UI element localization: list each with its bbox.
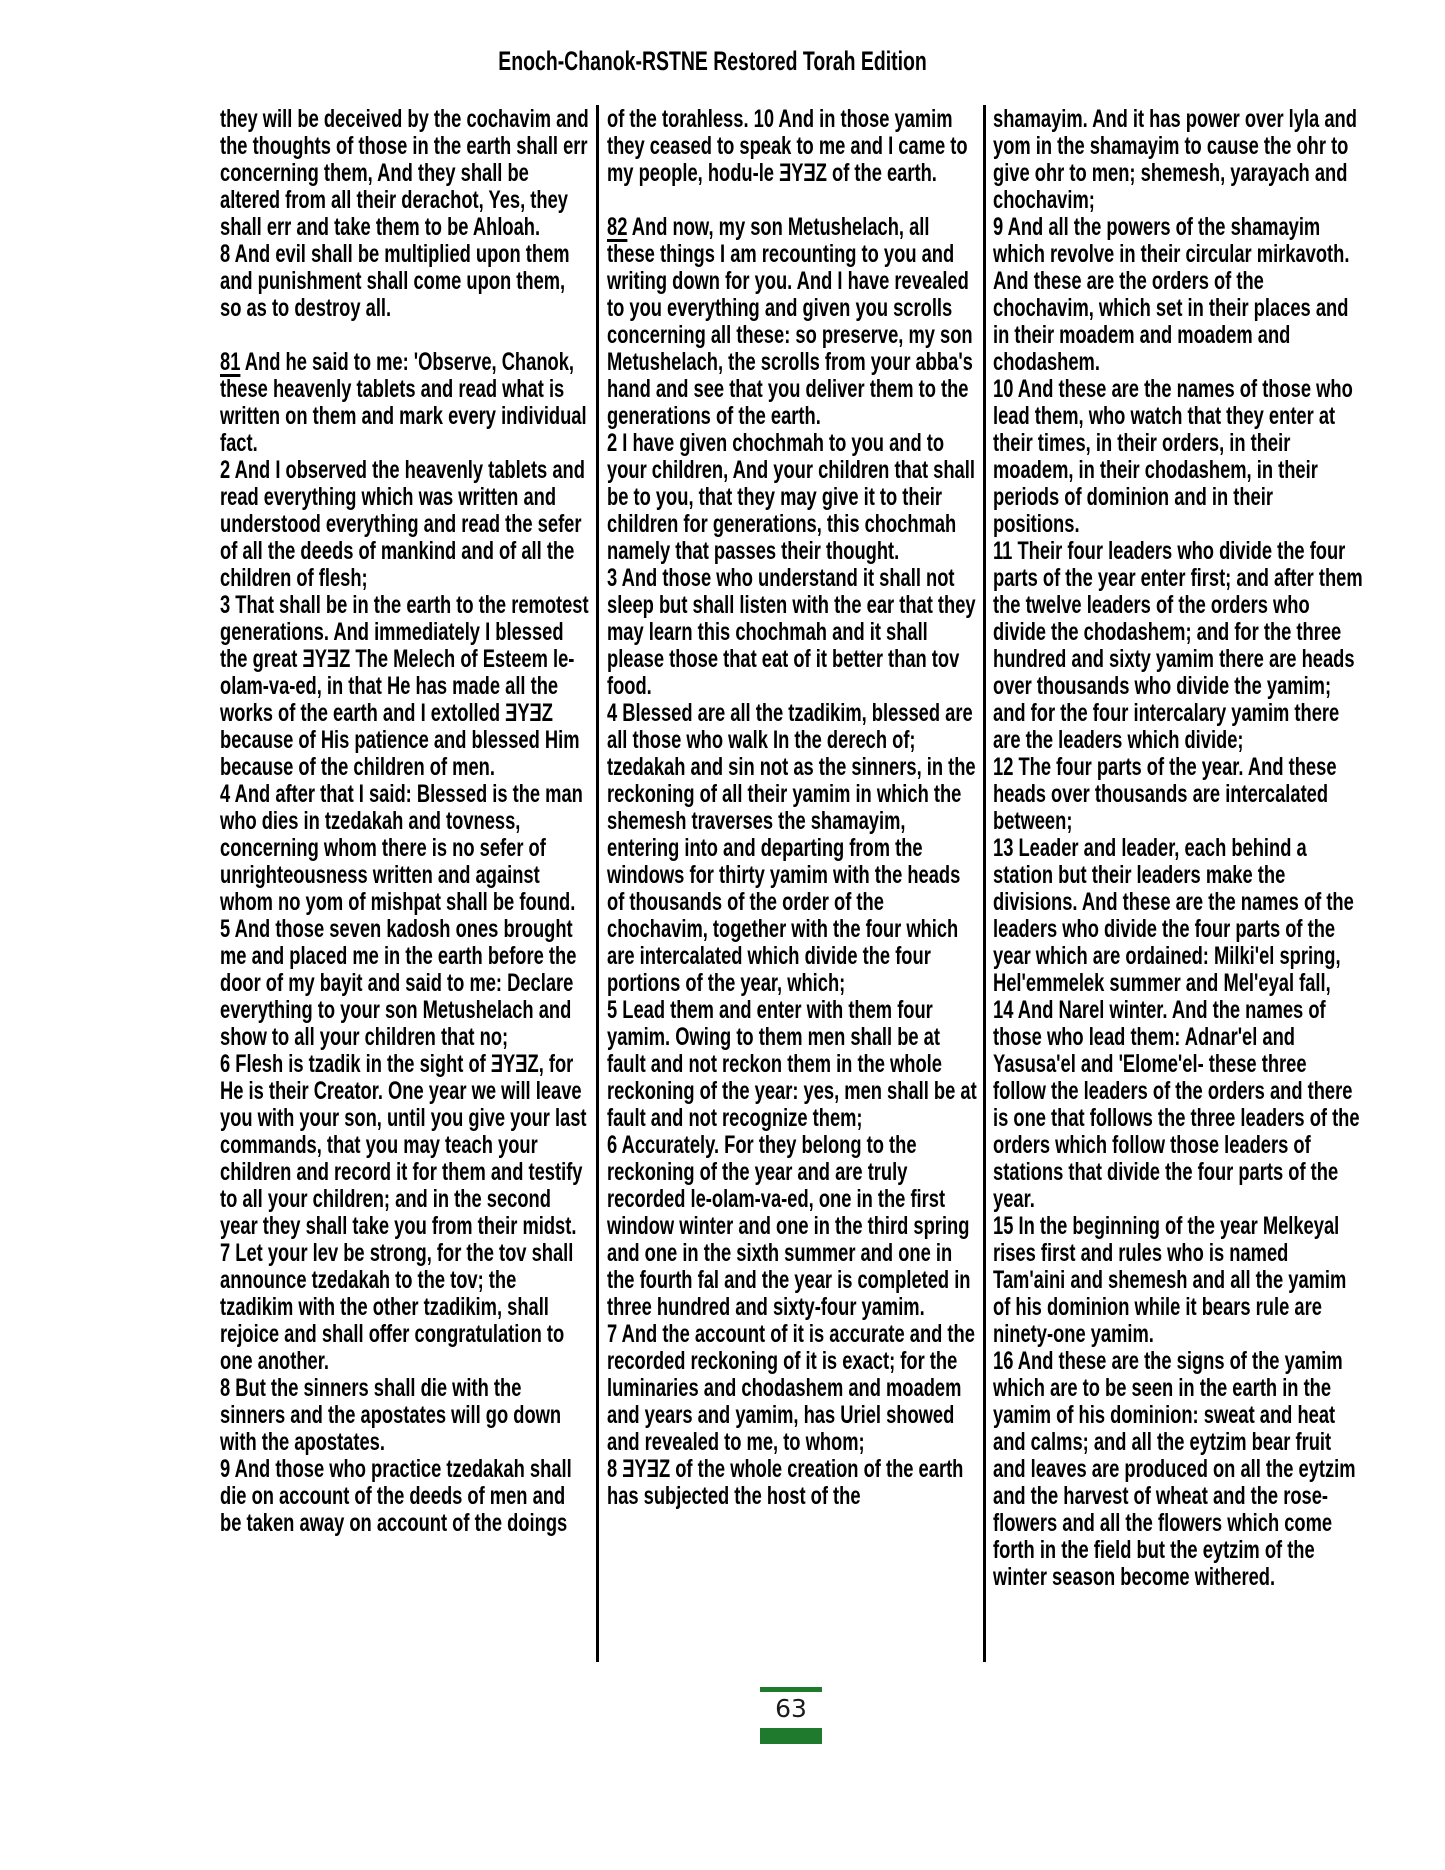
paragraph: shamayim. And it has power over lyla and yom in the shamayim to cause the ohr to give ohr to men; shemesh, yarayach and chochavim; xyxy=(993,106,1357,214)
footer-rule-bottom xyxy=(760,1728,822,1744)
text-column-3 xyxy=(993,106,1363,1591)
paragraph: 2 I have given chochmah to you and to your children, And your children that shall be to you, that they may give it to their children for generations, this chochmah namely that passes their thought. xyxy=(607,429,975,565)
paragraph: 16 And these are the signs of the yamim which are to be seen in the earth in the yamim of his dominion: sweat and heat and calms; and all the eytzim bear fruit and leaves are produced on all the eytzim and the harvest of wheat and the rose-flowers and all the flowers which come forth in the field but the eytzim of the winter season become withered. xyxy=(993,1347,1356,1591)
text-column-1 xyxy=(220,106,590,1537)
paragraph: of the torahless. 10 And in those yamim they ceased to speak to me and I came to my people, hodu-le ƎYƎZ of the earth. xyxy=(607,106,968,187)
paragraph: 7 And the account of it is accurate and the recorded reckoning of it is exact; for the luminaries and chodashem and moadem and years and yamim, has Uriel showed and revealed to me, to whom; xyxy=(607,1320,975,1456)
page-number: 63 xyxy=(775,1694,807,1723)
text-column-2 xyxy=(607,106,977,1510)
paragraph: 7 Let your lev be strong, for the tov shall announce tzedakah to the tov; the tzadikim with the other tzadikim, shall rejoice and shall offer congratulation to one another. xyxy=(220,1239,574,1375)
paragraph: 5 And those seven kadosh ones brought me and placed me in the earth before the door of my bayit and said to me: Declare everything to your son Metushelach and show to all your children that no; xyxy=(220,915,577,1051)
paragraph: 3 That shall be in the earth to the remotest generations. And immediately I blessed the great ƎYƎZ The Melech of Esteem le-olam-va-ed, in that He has made all the works of the earth and I extolled ƎYƎZ because of His patience and blessed Him because of the children of men. xyxy=(220,591,589,781)
paragraph: 11 Their four leaders who divide the four parts of the year enter first; and after them the twelve leaders of the orders who divide the chodashem; and for the three hundred and sixty yamim there are heads over thousands who divide the yamim; and for the four intercalary yamim there are the leaders which divide; xyxy=(993,537,1363,754)
paragraph: 2 And I observed the heavenly tablets and read everything which was written and understood everything and read the sefer of all the deeds of mankind and of all the children of flesh; xyxy=(220,456,585,592)
paragraph: 12 The four parts of the year. And these heads over thousands are intercalated between; xyxy=(993,753,1337,835)
paragraph: 10 And these are the names of those who lead them, who watch that they enter at their times, in their orders, in their moadem, in their chodashem, in their periods of dominion and in their positions. xyxy=(993,375,1353,538)
footer-rule-top xyxy=(760,1687,822,1692)
paragraph: 13 Leader and leader, each behind a station but their leaders make the divisions. And these are the names of the leaders who divide the four parts of the year which are ordained: Milki'el spring, Hel'emmelek summer and Mel'eyal fall, xyxy=(993,834,1354,997)
paragraph: 4 Blessed are all the tzadikim, blessed are all those who walk In the derech of; tzedakah and sin not as the sinners, in the reckoning of all their yamim in which the shemesh traverses the shamayim, entering into and departing from the windows for thirty yamim with the heads of thousands of the order of the chochavim, together with the four which are intercalated which divide the four portions of the year, which; xyxy=(607,699,976,997)
paragraph: 9 And all the powers of the shamayim which revolve in their circular mirkavoth. And these are the orders of the chochavim, which set in their places and in their moadem and moadem and chodashem. xyxy=(993,213,1350,376)
chapter-number: 82 xyxy=(607,213,628,241)
paragraph: 8 And evil shall be multiplied upon them and punishment shall come upon them, so as to destroy all. xyxy=(220,240,570,322)
paragraph: 8 But the sinners shall die with the sinners and the apostates will go down with the apostates. xyxy=(220,1374,562,1456)
chapter-number: 81 xyxy=(220,348,241,376)
paragraph: 81 And he said to me: 'Observe, Chanok, these heavenly tablets and read what is written on them and mark every individual fact. xyxy=(220,348,587,457)
paragraph: 5 Lead them and enter with them four yamim. Owing to them men shall be at fault and not reckon them in the whole reckoning of the year: yes, men shall be at fault and not recognize them; xyxy=(607,996,977,1132)
paragraph: they will be deceived by the cochavim and the thoughts of those in the earth shall err concerning them, And they shall be altered from all their derachot, Yes, they shall err and take them to be Ahloah. xyxy=(220,106,589,241)
paragraph: 15 In the beginning of the year Melkeyal rises first and rules who is named Tam'aini and shemesh and all the yamim of his dominion while it bears rule are ninety-one yamim. xyxy=(993,1212,1347,1348)
paragraph: 82 And now, my son Metushelach, all these things I am recounting to you and writing down for you. And I have revealed to you everything and given you scrolls concerning all these: so preserve, my son Metushelach, the scrolls from your abba's hand and see that you deliver them to the generations of the earth. xyxy=(607,213,973,430)
page-header xyxy=(0,46,1426,77)
paragraph: 4 And after that I said: Blessed is the man who dies in tzedakah and tovness, concerning whom there is no sefer of unrighteousness written and against whom no yom of mishpat shall be found. xyxy=(220,780,583,916)
paragraph: 14 And Narel winter. And the names of those who lead them: Adnar'el and Yasusa'el and 'Elome'el- these three follow the leaders of the orders and there is one that follows the three leaders of the orders which follow those leaders of stations that divide the four parts of the year. xyxy=(993,996,1360,1213)
paragraph: 6 Flesh is tzadik in the sight of ƎYƎZ, for He is their Creator. One year we will leave you with your son, until you give your last commands, that you may teach your children and record it for them and testify to all your children; and in the second year they shall take you from their midst. xyxy=(220,1050,587,1240)
paragraph: 9 And those who practice tzedakah shall die on account of the deeds of men and be taken away on account of the doings xyxy=(220,1455,572,1537)
paragraph: 8 ƎYƎZ of the whole creation of the earth has subjected the host of the xyxy=(607,1455,964,1510)
column-divider-1 xyxy=(596,105,599,1662)
paragraph: 6 Accurately. For they belong to the reckoning of the year and are truly recorded le-olam-va-ed, one in the first window winter and one in the third spring and one in the sixth summer and one in the fourth fal and the year is completed in three hundred and sixty-four yamim. xyxy=(607,1131,971,1321)
paragraph: 3 And those who understand it shall not sleep but shall listen with the ear that they may learn this chochmah and it shall please those that eat of it better than tov food. xyxy=(607,564,976,700)
column-divider-2 xyxy=(983,105,986,1662)
page-title: Enoch-Chanok-RSTNE Restored Torah Edition xyxy=(498,46,928,76)
